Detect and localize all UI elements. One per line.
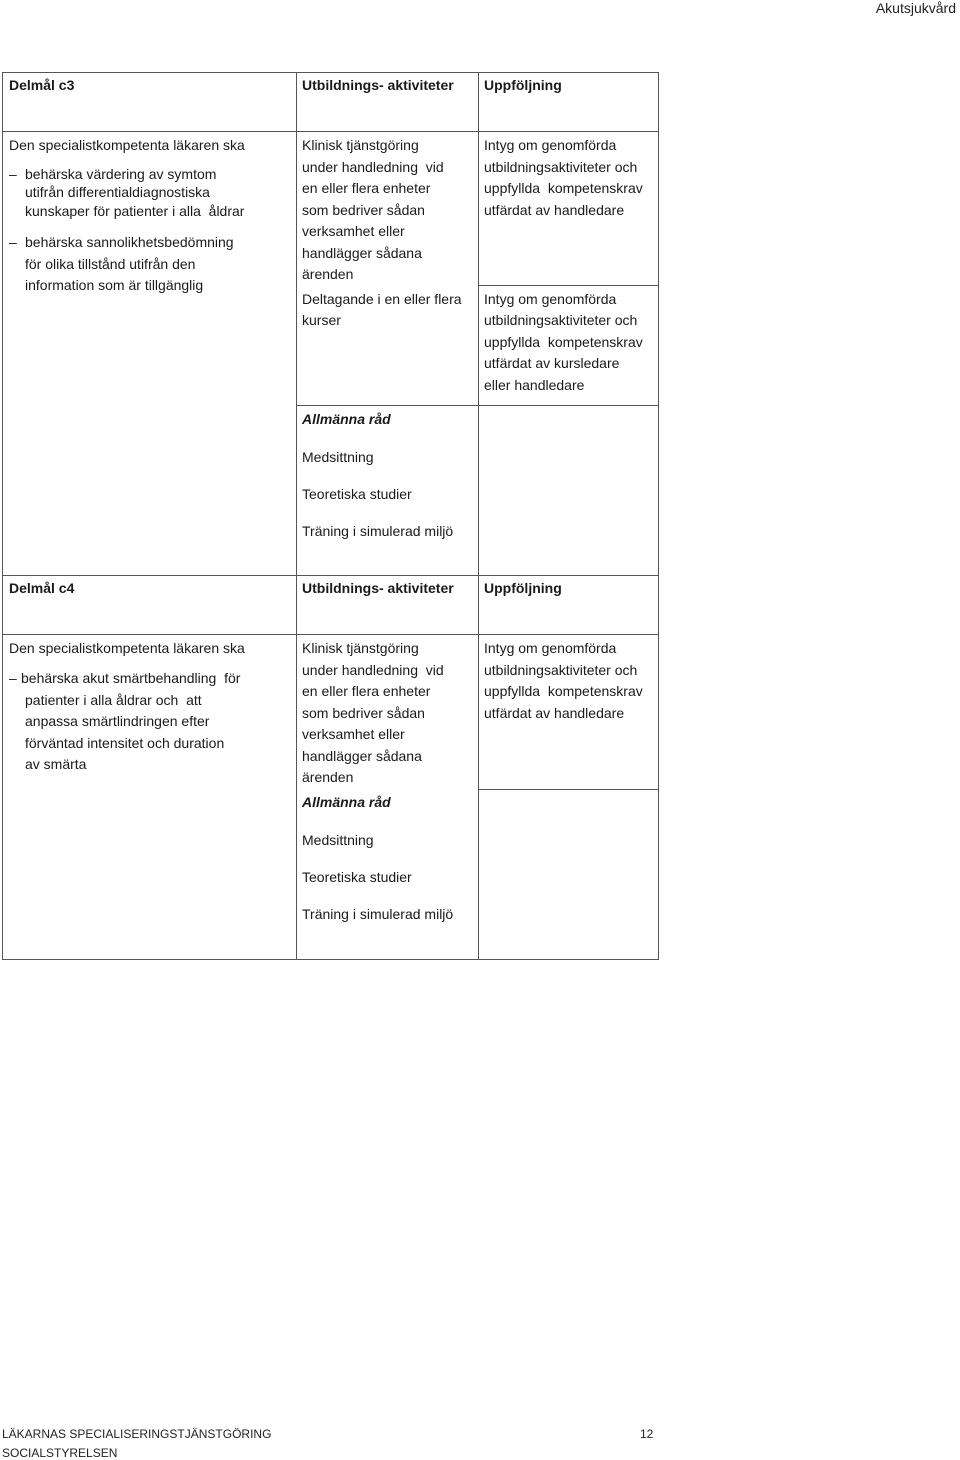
c3-intro: Den specialistkompetenta läkaren ska	[9, 137, 245, 153]
c3-followup-2-line: utfärdat av kursledare	[484, 355, 620, 371]
c4-followup-1-line: utbildningsaktiviteter och	[484, 662, 638, 678]
footer-line-2: SOCIALSTYRELSEN	[2, 1446, 118, 1460]
dash-icon: –	[9, 166, 17, 182]
c4-advice-item: Träning i simulerad miljö	[302, 906, 454, 922]
dash-icon: –	[9, 234, 17, 250]
c4-goal-1-line: behärska akut smärtbehandling för	[21, 670, 241, 686]
c3-advice-heading: Allmänna råd	[302, 411, 391, 427]
c3-activity-2-line: Deltagande i en eller flera	[302, 291, 462, 307]
c3-advice-item: Medsittning	[302, 449, 374, 465]
c3-activity-1-line: som bedriver sådan	[302, 202, 425, 218]
c3-activity-1-line: Klinisk tjänstgöring	[302, 137, 419, 153]
c3-advice-item: Teoretiska studier	[302, 486, 412, 502]
c4-goal-1-line: anpassa smärtlindringen efter	[25, 713, 210, 729]
c4-activity-1-line: som bedriver sådan	[302, 705, 425, 721]
c3-goal-1-line-2: utifrån differentialdiagnostiska	[25, 184, 210, 200]
c4-col1-header: Delmål c4	[9, 580, 75, 596]
c4-followup-1-line: Intyg om genomförda	[484, 640, 617, 656]
c3-activity-1-line: handlägger sådana	[302, 245, 422, 261]
page-number: 12	[640, 1427, 654, 1441]
table-c3	[2, 72, 659, 576]
c4-goal-1-line: förväntad intensitet och duration	[25, 735, 225, 751]
c3-goal-2-line-1: behärska sannolikhetsbedömning	[25, 234, 234, 250]
table-c4	[2, 575, 659, 960]
c3-activity-1-line: en eller flera enheter	[302, 180, 431, 196]
c3-activity-1-line: verksamhet eller	[302, 223, 405, 239]
c3-activity-1-line: ärenden	[302, 266, 354, 282]
c4-advice-item: Teoretiska studier	[302, 869, 412, 885]
c4-intro: Den specialistkompetenta läkaren ska	[9, 640, 245, 656]
c4-activity-1-line: verksamhet eller	[302, 726, 405, 742]
c4-col3-header: Uppföljning	[484, 580, 562, 596]
c4-col2-header: Utbildnings- aktiviteter	[302, 580, 454, 596]
page-header-title: Akutsjukvård	[875, 0, 956, 16]
c3-goal-1-line-1: behärska värdering av symtom	[25, 166, 217, 182]
c4-followup-1-line: uppfyllda kompetenskrav	[484, 683, 643, 699]
c4-activity-1-line: en eller flera enheter	[302, 683, 431, 699]
c3-goal-2-line-3: information som är tillgänglig	[25, 277, 204, 293]
dash-icon: –	[9, 670, 17, 686]
c3-followup-2-line: uppfyllda kompetenskrav	[484, 334, 643, 350]
c3-col1-header: Delmål c3	[9, 77, 75, 93]
c3-followup-2-line: utbildningsaktiviteter och	[484, 312, 638, 328]
c3-followup-1-line: utbildningsaktiviteter och	[484, 159, 638, 175]
c3-followup-1-line: utfärdat av handledare	[484, 202, 625, 218]
c3-col3-header: Uppföljning	[484, 77, 562, 93]
c4-activity-1-line: Klinisk tjänstgöring	[302, 640, 419, 656]
c3-activity-1-line: under handledning vid	[302, 159, 444, 175]
c3-col2-header: Utbildnings- aktiviteter	[302, 77, 454, 93]
c4-goal-1-line: patienter i alla åldrar och att	[25, 692, 202, 708]
c4-advice-heading: Allmänna råd	[302, 794, 391, 810]
c3-followup-1-line: Intyg om genomförda	[484, 137, 617, 153]
c4-goal-1-line: av smärta	[25, 756, 87, 772]
c3-followup-1-line: uppfyllda kompetenskrav	[484, 180, 643, 196]
c4-activity-1-line: handlägger sådana	[302, 748, 422, 764]
footer-line-1: LÄKARNAS SPECIALISERINGSTJÄNSTGÖRING	[2, 1427, 272, 1441]
c3-followup-2-line: Intyg om genomförda	[484, 291, 617, 307]
c4-followup-1-line: utfärdat av handledare	[484, 705, 625, 721]
c3-goal-2-line-2: för olika tillstånd utifrån den	[25, 256, 196, 272]
c3-goal-1-line-3: kunskaper för patienter i alla åldrar	[25, 203, 245, 219]
c4-advice-item: Medsittning	[302, 832, 374, 848]
c3-advice-item: Träning i simulerad miljö	[302, 523, 454, 539]
c4-activity-1-line: ärenden	[302, 769, 354, 785]
c4-activity-1-line: under handledning vid	[302, 662, 444, 678]
c3-followup-2-line: eller handledare	[484, 377, 585, 393]
c3-activity-2-line: kurser	[302, 312, 341, 328]
